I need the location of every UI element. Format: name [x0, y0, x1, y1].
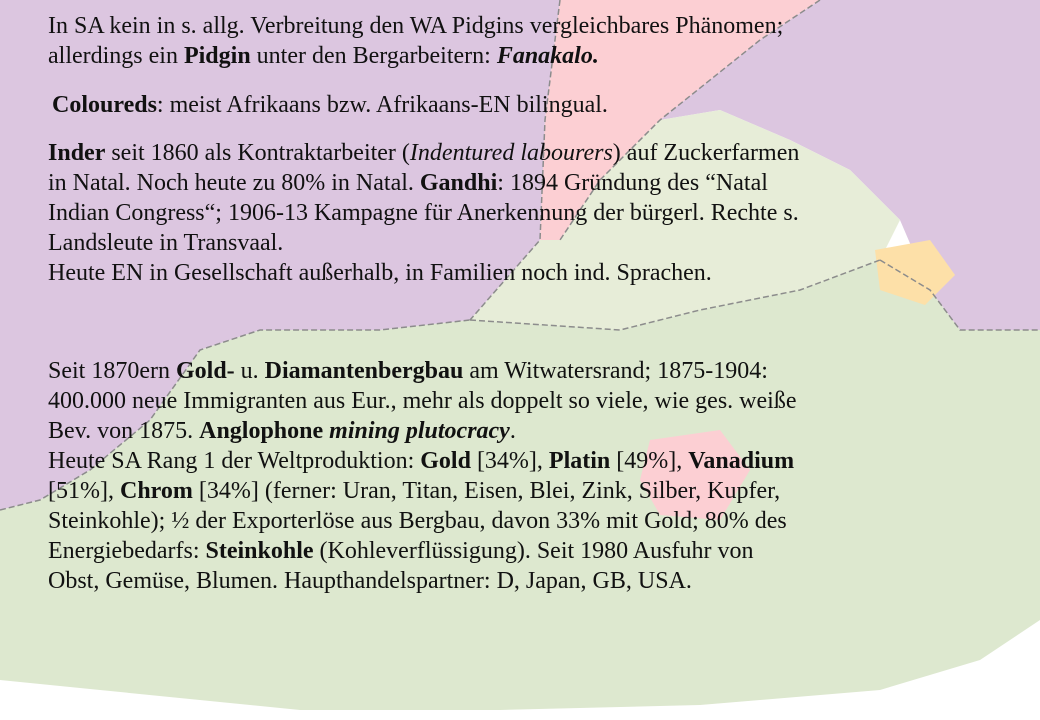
term-gandhi: Gandhi [419, 170, 498, 196]
text-run: Steinkohle); ½ der Exporterlöse aus Bergbau, davon 33% mit Gold; 80% des [48, 508, 787, 534]
text-line [48, 228, 799, 258]
text-run: . [509, 418, 516, 444]
term-gold: Gold [420, 448, 471, 474]
term-plutocracy: mining plutocracy [329, 418, 510, 444]
text-run: Obst, Gemüse, Blumen. Haupthandelspartner: D, Japan, GB, USA. [48, 568, 692, 594]
text-run: Heute SA Rang 1 der Weltproduktion: [48, 448, 421, 474]
text-line [52, 90, 608, 120]
text-run: (Kohleverflüssigung). Seit 1980 Ausfuhr von [313, 538, 754, 564]
text-line [48, 506, 796, 536]
text-line [48, 258, 799, 288]
text-run: unter den Bergarbeitern: [250, 43, 497, 69]
text-run: Seit 1870ern [48, 358, 176, 384]
text-run: [49%], [610, 448, 689, 474]
text-run: In SA kein in s. allg. Verbreitung den WA Pidgins vergleichbares Phänomen; [48, 13, 784, 39]
text-run: Heute EN in Gesellschaft außerhalb, in Familien noch ind. Sprachen. [48, 260, 712, 286]
text-line [48, 198, 799, 228]
paragraph-coloureds [52, 90, 608, 120]
term-diamantenbergbau: Diamantenbergbau [264, 358, 464, 384]
text-run: [34%], [470, 448, 549, 474]
text-run: Bev. von 1875. [48, 418, 200, 444]
term-fanakalo: Fanakalo. [496, 43, 599, 69]
text-line [48, 476, 796, 506]
text-run: am Witwatersrand; 1875-1904: [463, 358, 768, 384]
term-anglophone: Anglophone [199, 418, 330, 444]
text-line [48, 386, 796, 416]
text-run: [51%], [48, 478, 120, 504]
text-line [48, 536, 796, 566]
paragraph-inder [48, 138, 799, 288]
term-coloureds: Coloureds [52, 92, 157, 118]
term-indentured: Indentured labourers [409, 140, 613, 166]
text-run: 400.000 neue Immigranten aus Eur., mehr als doppelt so viele, wie ges. weiße [48, 388, 797, 414]
text-run: ) auf Zuckerfarmen [612, 140, 800, 166]
term-pidgin: Pidgin [183, 43, 251, 69]
text-line [48, 356, 796, 386]
term-steinkohle: Steinkohle [205, 538, 314, 564]
text-run: [34%] (ferner: Uran, Titan, Eisen, Blei, Zink, Silber, Kupfer, [192, 478, 781, 504]
text-line [48, 41, 783, 71]
paragraph-pidgin [48, 11, 783, 71]
text-run: : 1894 Gründung des “Natal [497, 170, 768, 196]
term-chrom: Chrom [119, 478, 193, 504]
text-line [48, 566, 796, 596]
term-inder: Inder [48, 140, 106, 166]
text-line [48, 11, 783, 41]
text-run: u. [234, 358, 265, 384]
text-run: Landsleute in Transvaal. [48, 230, 284, 256]
text-run: allerdings ein [48, 43, 184, 69]
text-run: : meist Afrikaans bzw. Afrikaans-EN bilingual. [156, 92, 608, 118]
text-line [48, 446, 796, 476]
text-line [48, 138, 799, 168]
text-run: in Natal. Noch heute zu 80% in Natal. [48, 170, 420, 196]
term-vanadium: Vanadium [688, 448, 795, 474]
term-gold: Gold- [175, 358, 235, 384]
term-platin: Platin [548, 448, 611, 474]
text-run: Energiebedarfs: [48, 538, 206, 564]
text-line [48, 416, 796, 446]
text-run: Indian Congress“; 1906-13 Kampagne für Anerkennung der bürgerl. Rechte s. [48, 200, 799, 226]
text-line [48, 168, 799, 198]
text-run: seit 1860 als Kontraktarbeiter ( [105, 140, 410, 166]
paragraph-bergbau [48, 356, 796, 596]
